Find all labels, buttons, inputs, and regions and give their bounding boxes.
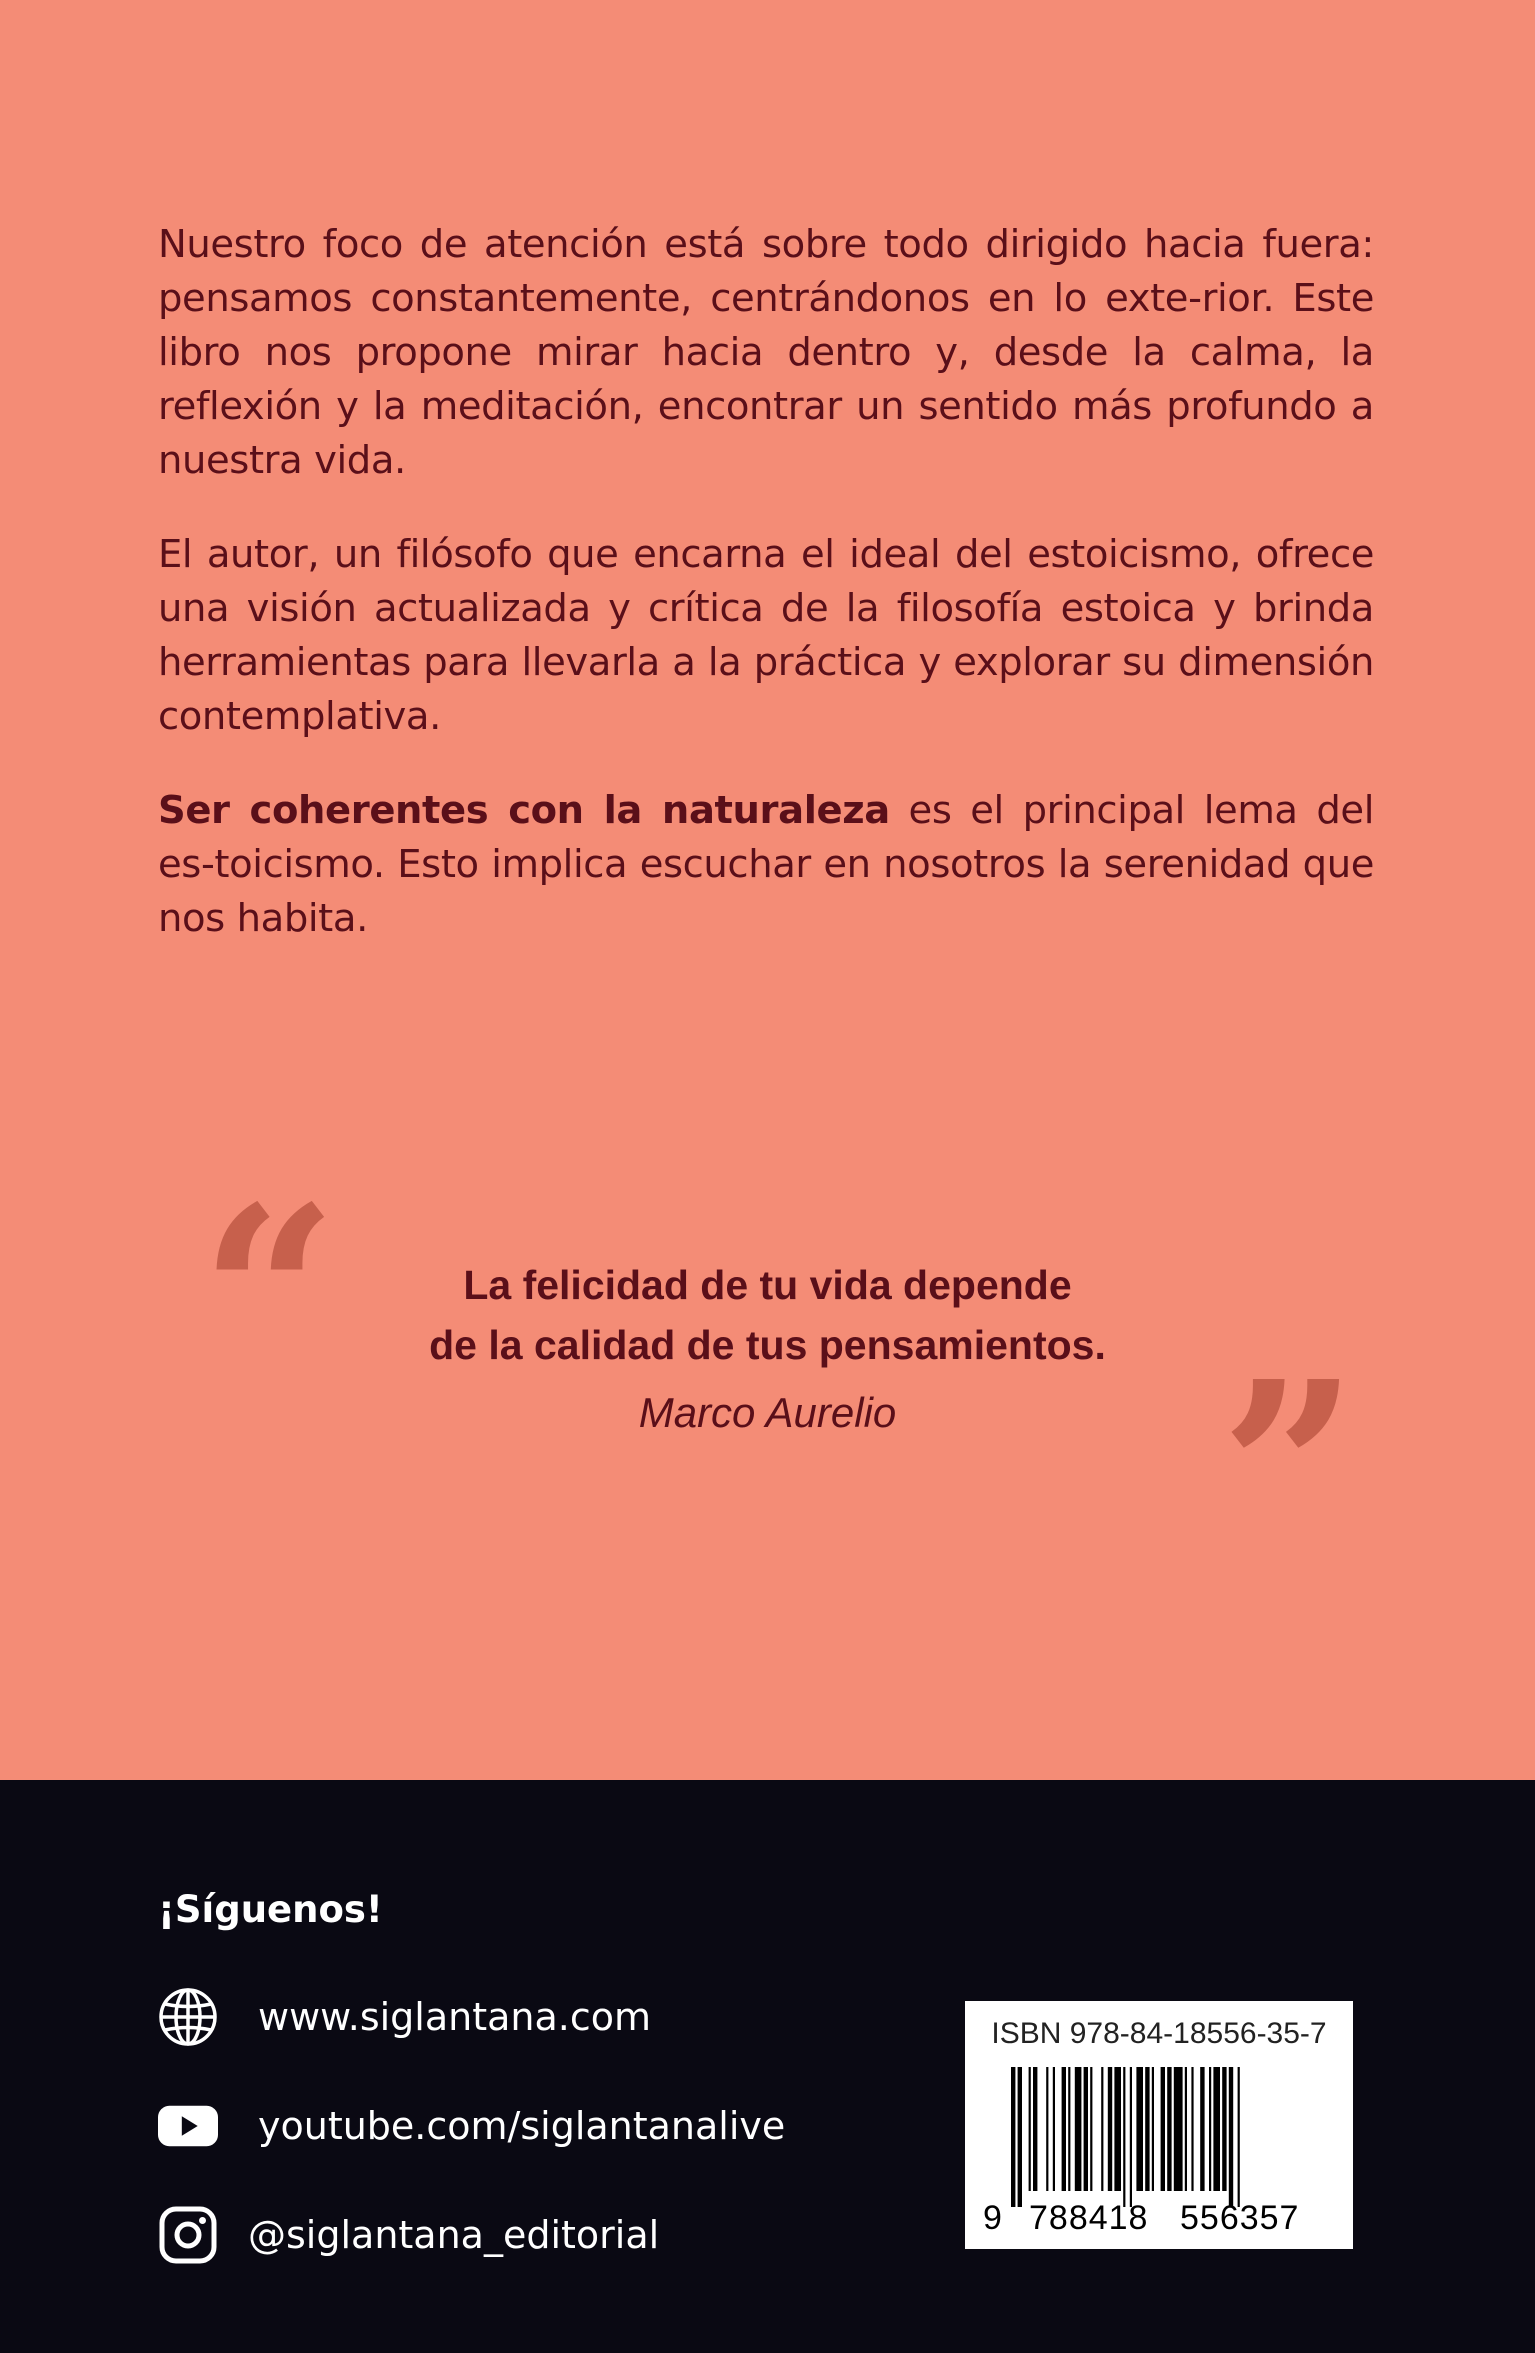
quote-block xyxy=(300,1255,1235,1443)
isbn-label: ISBN 978-84-18556-35-7 xyxy=(991,2017,1327,2050)
barcode-bar xyxy=(1136,2067,1143,2191)
barcode-digits-left: 788418 xyxy=(1029,2199,1149,2237)
quote-line-1: La felicidad de tu vida depende xyxy=(463,1262,1072,1308)
barcode-bar xyxy=(1029,2067,1031,2191)
blurb-bold-phrase: Ser coherentes con la naturaleza xyxy=(158,788,890,833)
website-link[interactable] xyxy=(158,1987,651,2047)
quote-line-2: de la calidad de tus pensamientos. xyxy=(429,1322,1106,1368)
barcode-bar xyxy=(1033,2067,1037,2191)
barcode-bar xyxy=(1046,2067,1048,2191)
blurb-text xyxy=(158,218,1374,986)
quote-author: Marco Aurelio xyxy=(638,1389,897,1436)
barcode-bar xyxy=(1062,2067,1066,2191)
barcode-bar xyxy=(1152,2067,1154,2191)
close-quote-mark: ” xyxy=(1220,1329,1359,1611)
barcode-bar xyxy=(1161,2067,1165,2191)
barcode-bar xyxy=(1174,2067,1183,2191)
barcode-bar xyxy=(1229,2067,1233,2207)
barcode-bar xyxy=(1011,2067,1015,2207)
barcode-digits-right: 556357 xyxy=(1180,2199,1300,2237)
blurb-paragraph-3 xyxy=(158,784,1374,946)
barcode-bar xyxy=(1108,2067,1112,2191)
barcode-bar xyxy=(1123,2067,1125,2207)
barcode-bar xyxy=(1191,2067,1193,2191)
instagram-text: @siglantana_editorial xyxy=(248,2213,660,2257)
barcode-bar xyxy=(1209,2067,1211,2191)
barcode-bar xyxy=(1053,2067,1055,2191)
barcode-bar xyxy=(1185,2067,1187,2191)
website-text: www.siglantana.com xyxy=(258,1995,652,2039)
barcode-digit-first: 9 xyxy=(983,2199,1003,2237)
barcode-bar xyxy=(1075,2067,1082,2191)
instagram-link[interactable] xyxy=(158,2205,659,2265)
blurb-paragraph-2: El autor, un filósofo que encarna el ideal del estoicismo, ofrece una visión actualizada y crítica de la filosofía estoica y brinda herramientas para llevarla a la práctica y explorar su dimensión contemplativa. xyxy=(158,532,1374,739)
youtube-link[interactable] xyxy=(158,2096,785,2156)
blurb-paragraph-3-rest: es el principal lema del es-toicismo. Esto implica escuchar en nosotros la serenidad que nos habita. xyxy=(158,788,1374,941)
open-quote-mark: “ xyxy=(200,1154,339,1436)
barcode-bar xyxy=(1145,2067,1149,2191)
barcode-bar xyxy=(1238,2067,1240,2207)
blurb-paragraph-1: Nuestro foco de atención está sobre todo dirigido hacia fuera: pensamos constantemente, centrándonos en lo exte-rior. Este libro nos propone mirar hacia dentro y, desde la calma, la reflexión y la meditación, encontrar un sentido más profundo a nuestra vida. xyxy=(158,222,1374,483)
barcode-bar xyxy=(1101,2067,1103,2191)
barcode-bar xyxy=(1114,2067,1121,2191)
barcode xyxy=(965,2001,1353,2249)
barcode-bar xyxy=(1130,2067,1132,2207)
barcode-bar xyxy=(1018,2067,1022,2207)
barcode-bar xyxy=(1084,2067,1088,2191)
follow-heading: ¡Síguenos! xyxy=(158,1888,383,1931)
cover-footer xyxy=(0,1780,1535,2353)
youtube-icon xyxy=(158,2096,218,2156)
barcode-bars xyxy=(1011,2067,1311,2207)
barcode-bar xyxy=(1090,2067,1092,2191)
barcode-bar xyxy=(1200,2067,1204,2191)
instagram-icon xyxy=(158,2205,218,2265)
barcode-bar xyxy=(1167,2067,1171,2191)
globe-icon xyxy=(158,1987,218,2047)
barcode-bar xyxy=(1068,2067,1070,2191)
barcode-bar xyxy=(1213,2067,1220,2191)
barcode-bar xyxy=(1222,2067,1226,2191)
youtube-text: youtube.com/siglantanalive xyxy=(258,2104,786,2148)
